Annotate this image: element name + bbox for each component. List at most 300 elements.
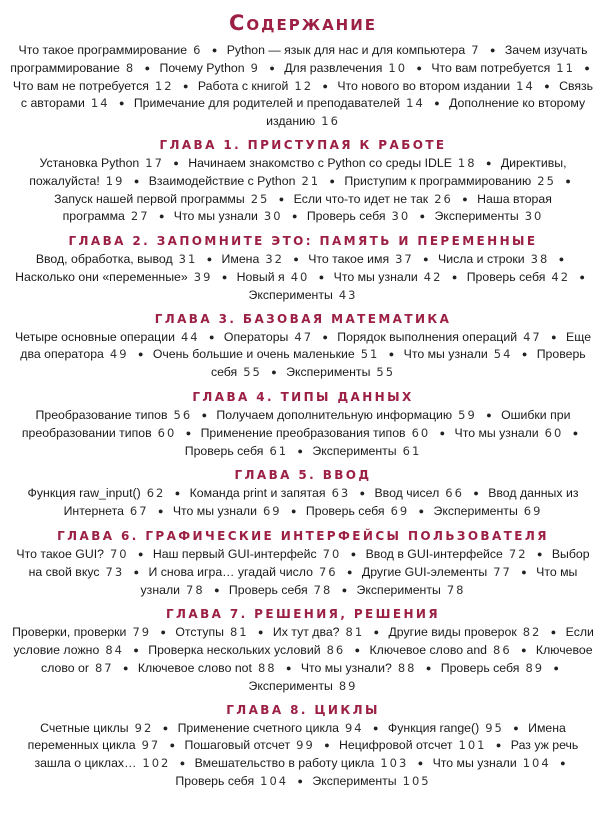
toc-entry-page: 101 xyxy=(458,738,487,753)
toc-entry-title: Что вам не потребуется xyxy=(12,78,149,93)
bullet-separator-icon: ● xyxy=(158,211,165,222)
toc-entry-page: 39 xyxy=(193,269,213,284)
toc-entry-title: Эксперименты xyxy=(356,582,441,597)
chapter-heading: ГЛАВА 7. РЕШЕНИЯ, РЕШЕНИЯ xyxy=(165,607,440,622)
toc-entry[interactable] xyxy=(13,79,174,93)
toc-entry[interactable] xyxy=(16,547,128,561)
toc-entry[interactable] xyxy=(185,444,288,458)
toc-entry[interactable] xyxy=(294,192,453,206)
toc-entry[interactable] xyxy=(370,643,512,657)
toc-entry-page: 69 xyxy=(523,504,543,519)
toc-entry-title: Эксперименты xyxy=(248,287,333,302)
bullet-separator-icon: ● xyxy=(297,775,303,786)
toc-chapter-5 xyxy=(10,467,596,521)
bullet-separator-icon: ● xyxy=(322,80,328,91)
toc-entry-page: 30 xyxy=(524,209,544,224)
toc-entry[interactable] xyxy=(404,347,513,361)
toc-entry-title: Установка Python xyxy=(39,155,140,170)
toc-entry-title: Эксперименты xyxy=(248,678,333,693)
toc-entry-page: 81 xyxy=(345,625,365,640)
toc-entry[interactable] xyxy=(216,408,476,422)
toc-entry[interactable] xyxy=(433,756,551,770)
toc-entry-title: Другие виды проверок xyxy=(388,625,517,640)
toc-entry-title: Эксперименты xyxy=(312,773,397,788)
toc-entry-page: 88 xyxy=(397,660,417,675)
toc-entry-page: 88 xyxy=(257,660,277,675)
bullet-separator-icon: ● xyxy=(162,722,169,733)
bullet-separator-icon: ● xyxy=(565,175,571,186)
bullet-separator-icon: ● xyxy=(206,254,213,265)
toc-entry-page: 95 xyxy=(485,720,504,735)
toc-entry[interactable] xyxy=(36,252,197,266)
bullet-separator-icon: ● xyxy=(211,45,218,55)
toc-entry[interactable] xyxy=(312,444,421,458)
toc-entry-page: 7 xyxy=(471,43,481,57)
toc-entry-page: 104 xyxy=(260,773,289,788)
toc-entry-page: 56 xyxy=(173,407,193,422)
toc-entry-title: Что мы узнали xyxy=(432,756,517,771)
toc-entry-title: Эксперименты xyxy=(286,365,371,380)
bullet-separator-icon: ● xyxy=(144,62,151,73)
toc-entry-page: 97 xyxy=(141,738,161,753)
bullet-separator-icon: ● xyxy=(388,349,395,360)
toc-entry-title: Ключевое слово not xyxy=(137,660,252,675)
bullet-separator-icon: ● xyxy=(350,548,357,559)
toc-entry-title: Зачем изучать программирование xyxy=(10,43,588,75)
toc-entry-page: 17 xyxy=(145,155,164,170)
toc-entry-title: Проверь себя xyxy=(305,504,385,519)
toc-chapter-7 xyxy=(10,606,596,694)
toc-entry[interactable] xyxy=(334,270,443,284)
toc-block xyxy=(10,485,596,521)
toc-entry[interactable] xyxy=(237,270,310,284)
bullet-separator-icon: ● xyxy=(221,271,228,282)
toc-entry[interactable] xyxy=(188,156,476,170)
toc-entry[interactable] xyxy=(19,43,203,57)
toc-entry[interactable] xyxy=(195,756,409,770)
bullet-separator-icon: ● xyxy=(179,758,186,769)
bullet-separator-icon: ● xyxy=(489,45,496,55)
toc-entry-title: Выбор на свой вкус xyxy=(28,546,590,579)
toc-entry-page: 18 xyxy=(457,155,477,170)
toc-entry[interactable] xyxy=(438,252,549,266)
toc-entry-title: Работа с книгой xyxy=(197,78,289,93)
toc-entry[interactable] xyxy=(148,565,337,579)
toc-entry-page: 86 xyxy=(493,643,512,658)
toc-entry-page: 31 xyxy=(178,252,198,267)
toc-entry-page: 38 xyxy=(530,252,550,267)
toc-entry[interactable] xyxy=(15,330,200,344)
toc-entry-title: Python — язык для нас и для компьютера xyxy=(226,43,466,57)
toc-entry-title: Что такое GUI? xyxy=(16,546,104,561)
chapter-heading: ГЛАВА 5. ВВОД xyxy=(234,468,372,483)
toc-entry-title: Директивы, пожалуйста! xyxy=(29,155,567,188)
toc-entry-title: Раз уж речь зашла о циклах… xyxy=(34,738,579,771)
toc-entry[interactable] xyxy=(374,486,463,500)
bullet-separator-icon: ● xyxy=(160,627,166,638)
toc-entry-page: 30 xyxy=(263,209,283,224)
toc-entry-title: Числа и строки xyxy=(438,252,525,267)
toc-chapter-4 xyxy=(10,389,596,460)
toc-entry-page: 43 xyxy=(338,287,358,302)
toc-entry-page: 54 xyxy=(493,347,513,362)
toc-entry-page: 12 xyxy=(294,78,314,93)
bullet-separator-icon: ● xyxy=(551,331,557,342)
bullet-separator-icon: ● xyxy=(584,62,590,73)
toc-entry-title: Новый я xyxy=(236,269,285,284)
bullet-separator-icon: ● xyxy=(416,62,422,73)
bullet-separator-icon: ● xyxy=(521,645,527,656)
toc-entry-page: 55 xyxy=(376,365,396,380)
toc-entry-page: 16 xyxy=(321,114,340,129)
toc-entry-page: 87 xyxy=(94,660,114,675)
toc-entry-page: 67 xyxy=(129,504,149,519)
bullet-separator-icon: ● xyxy=(439,427,446,438)
toc-entry-title: Примечание для родителей и преподавателей xyxy=(133,96,401,111)
bullet-separator-icon: ● xyxy=(550,627,557,638)
toc-entry[interactable] xyxy=(249,679,358,693)
toc-entry-title: Проверь себя xyxy=(440,660,520,675)
toc-entry-title: Если условие ложно xyxy=(13,625,594,658)
toc-entry-page: 61 xyxy=(269,443,289,458)
toc-entry-page: 30 xyxy=(391,209,411,224)
toc-entry[interactable] xyxy=(175,774,288,788)
toc-entry[interactable] xyxy=(184,738,314,752)
bullet-separator-icon: ● xyxy=(423,254,429,265)
toc-entry[interactable] xyxy=(306,504,409,518)
toc-entry-title: Их тут два? xyxy=(272,625,340,640)
toc-entry-page: 44 xyxy=(180,329,200,344)
toc-entry-page: 14 xyxy=(406,96,425,111)
toc-entry-title: Что мы узнали xyxy=(333,269,418,284)
toc-block xyxy=(10,407,596,460)
toc-entry-title: Проверь себя xyxy=(184,443,264,458)
toc-entry-title: Наша вторая программа xyxy=(62,191,552,224)
toc-entry-page: 10 xyxy=(388,60,408,75)
toc-entry[interactable] xyxy=(229,583,332,597)
toc-entry-title: Что такое программирование xyxy=(18,43,188,57)
toc-block xyxy=(10,329,596,382)
toc-entry-page: 61 xyxy=(402,443,422,458)
toc-entry-page: 86 xyxy=(326,643,346,658)
toc-block xyxy=(10,546,596,599)
bullet-separator-icon: ● xyxy=(291,211,298,222)
toc-entry-title: Наш первый GUI-интерфейс xyxy=(152,546,317,561)
toc-entry-page: 26 xyxy=(434,191,453,206)
bullet-separator-icon: ● xyxy=(123,662,129,673)
toc-entry[interactable] xyxy=(312,774,430,788)
bullet-separator-icon: ● xyxy=(183,80,189,91)
toc-entry[interactable] xyxy=(308,252,414,266)
bullet-separator-icon: ● xyxy=(214,584,220,595)
toc-entry-title: Что вам потребуется xyxy=(431,60,551,75)
bullet-separator-icon: ● xyxy=(324,740,330,751)
toc-entry-page: 84 xyxy=(105,643,124,658)
toc-entry-title: Насколько они «переменные» xyxy=(15,269,188,284)
toc-entry-title: Преобразование типов xyxy=(35,407,168,422)
bullet-separator-icon: ● xyxy=(286,662,292,673)
bullet-separator-icon: ● xyxy=(417,758,424,769)
toc-entry-title: Отступы xyxy=(175,625,224,640)
bullet-separator-icon: ● xyxy=(521,566,527,577)
bullet-separator-icon: ● xyxy=(418,506,425,517)
toc-entry-page: 19 xyxy=(105,173,125,188)
toc-entry-page: 82 xyxy=(522,625,542,640)
page-title: Содержание xyxy=(228,11,378,35)
bullet-separator-icon: ● xyxy=(185,427,192,438)
toc-entry[interactable] xyxy=(388,625,541,639)
toc-entry[interactable] xyxy=(362,565,512,579)
bullet-separator-icon: ● xyxy=(513,722,519,733)
bullet-separator-icon: ● xyxy=(278,193,285,204)
bullet-separator-icon: ● xyxy=(347,566,353,577)
bullet-separator-icon: ● xyxy=(425,662,432,673)
toc-entry-title: Команда print и запятая xyxy=(189,486,326,501)
chapter-heading: ГЛАВА 4. ТИПЫ ДАННЫХ xyxy=(192,389,414,404)
toc-entry[interactable] xyxy=(222,252,284,266)
toc-entry-title: Если что-то идет не так xyxy=(293,191,429,206)
bullet-separator-icon: ● xyxy=(419,211,426,222)
toc-entry[interactable] xyxy=(190,486,351,500)
toc-entry[interactable] xyxy=(337,330,541,344)
bullet-separator-icon: ● xyxy=(329,175,335,186)
toc-entry-page: 32 xyxy=(265,252,284,267)
bullet-separator-icon: ● xyxy=(133,645,139,656)
toc-entry[interactable] xyxy=(431,61,575,75)
toc-chapter-3 xyxy=(10,311,596,382)
toc-entry-page: 21 xyxy=(301,173,321,188)
toc-entry-page: 76 xyxy=(318,564,338,579)
bullet-separator-icon: ● xyxy=(373,627,380,638)
toc-entry-page: 51 xyxy=(360,347,380,362)
bullet-separator-icon: ● xyxy=(579,271,585,282)
toc-entry[interactable] xyxy=(175,625,248,639)
bullet-separator-icon: ● xyxy=(293,254,299,265)
bullet-separator-icon: ● xyxy=(521,349,528,360)
bullet-separator-icon: ● xyxy=(322,331,328,342)
toc-entry-page: 14 xyxy=(90,96,110,111)
bullet-separator-icon: ● xyxy=(544,80,550,91)
toc-entry[interactable] xyxy=(153,547,341,561)
chapter-heading: ГЛАВА 8. ЦИКЛЫ xyxy=(226,702,380,717)
toc-entry-title: Ввод данных из Интернета xyxy=(63,486,579,519)
toc-entry-page: 62 xyxy=(146,486,166,501)
toc-entry-title: Запуск нашей первой программы xyxy=(54,191,245,206)
toc-entry-page: 37 xyxy=(395,252,414,267)
toc-entry-title: Функция range() xyxy=(387,720,480,735)
toc-entry-page: 25 xyxy=(537,173,556,188)
toc-entry-title: Ввод чисел xyxy=(374,486,440,501)
toc-entry[interactable] xyxy=(286,365,395,379)
toc-entry[interactable] xyxy=(40,721,153,735)
toc-entry-page: 49 xyxy=(109,347,129,362)
toc-entry[interactable] xyxy=(357,583,466,597)
toc-entry[interactable] xyxy=(201,426,431,440)
toc-entry-title: Проверь себя xyxy=(175,773,255,788)
toc-entry-page: 103 xyxy=(380,756,409,771)
toc-entry[interactable] xyxy=(36,408,193,422)
bullet-separator-icon: ● xyxy=(138,548,144,559)
toc-entry-title: И снова игра… угадай число xyxy=(148,564,313,579)
toc-block xyxy=(10,42,596,130)
toc-chapter-6 xyxy=(10,528,596,599)
toc-entry-title: Что мы узнали xyxy=(403,347,488,362)
bullet-separator-icon: ● xyxy=(473,488,479,499)
toc-entry-page: 12 xyxy=(154,78,174,93)
toc-entry-page: 78 xyxy=(313,582,333,597)
bullet-separator-icon: ● xyxy=(297,445,303,456)
toc-entry-title: Вмешательство в работу цикла xyxy=(194,756,375,771)
toc-entry-title: Нецифровой отсчет xyxy=(339,738,453,753)
toc-entry-title: Что нового во втором издании xyxy=(337,78,511,93)
toc-entry-title: Проверка нескольких условий xyxy=(148,643,321,658)
toc-entry[interactable] xyxy=(337,79,535,93)
bullet-separator-icon: ● xyxy=(536,548,543,559)
toc-entry-title: Функция raw_input() xyxy=(27,486,141,501)
toc-entry[interactable] xyxy=(273,625,364,639)
bullet-separator-icon: ● xyxy=(169,740,176,751)
toc-entry-page: 73 xyxy=(105,564,125,579)
toc-entry[interactable] xyxy=(366,547,528,561)
toc-entry-page: 79 xyxy=(132,625,152,640)
toc-block xyxy=(10,720,596,791)
toc-entry[interactable] xyxy=(284,61,407,75)
bullet-separator-icon: ● xyxy=(486,409,492,420)
toc-entry-title: Получаем дополнительную информацию xyxy=(216,407,453,422)
toc-entry-title: Проверки, проверки xyxy=(12,625,127,640)
toc-entry-title: Что такое имя xyxy=(308,252,390,267)
toc-entry[interactable] xyxy=(434,209,543,223)
toc-entry[interactable] xyxy=(224,330,313,344)
toc-entry-title: Что мы узнали xyxy=(173,209,258,224)
bullet-separator-icon: ● xyxy=(209,331,215,342)
bullet-separator-icon: ● xyxy=(485,157,492,168)
bullet-separator-icon: ● xyxy=(133,175,140,186)
toc-entry[interactable] xyxy=(178,721,364,735)
toc-chapter-2 xyxy=(10,233,596,303)
toc-entry-title: Пошаговый отсчет xyxy=(184,738,291,753)
bullet-separator-icon: ● xyxy=(318,271,325,282)
toc-entry-title: Счетные циклы xyxy=(40,720,129,735)
toc-entry[interactable] xyxy=(12,625,151,639)
toc-entry-page: 92 xyxy=(134,720,154,735)
bullet-separator-icon: ● xyxy=(495,740,502,751)
toc-entry-title: Эксперименты xyxy=(312,443,397,458)
toc-entry[interactable] xyxy=(173,504,282,518)
toc-entry-page: 70 xyxy=(109,546,129,561)
toc-entry-title: Операторы xyxy=(223,329,289,344)
toc-entry-page: 66 xyxy=(445,486,464,501)
toc-block xyxy=(10,624,596,694)
toc-entry-page: 94 xyxy=(344,720,364,735)
toc-entry-title: Для развлечения xyxy=(284,60,383,75)
toc-entry[interactable] xyxy=(134,96,425,110)
toc-entry-page: 11 xyxy=(556,60,575,75)
toc-entry[interactable] xyxy=(227,43,481,57)
toc-entry-title: Эксперименты xyxy=(433,504,518,519)
toc-entry[interactable] xyxy=(249,288,358,302)
toc-entry-page: 104 xyxy=(522,756,551,771)
toc-entry[interactable] xyxy=(28,486,166,500)
toc-entry-page: 6 xyxy=(193,43,203,57)
toc-entry-page: 102 xyxy=(142,756,171,771)
toc-chapter-1 xyxy=(10,137,596,226)
toc-entry-page: 27 xyxy=(130,209,150,224)
toc-entry[interactable] xyxy=(198,79,313,93)
toc-entry-page: 55 xyxy=(243,365,262,380)
toc-entry[interactable] xyxy=(344,174,556,188)
toc-entry-title: Связь с авторами xyxy=(20,78,594,111)
bullet-separator-icon: ● xyxy=(271,367,277,378)
toc-entry-title: Ошибки при преобразовании типов xyxy=(21,407,571,440)
bullet-separator-icon: ● xyxy=(341,584,348,595)
chapter-heading: ГЛАВА 2. ЗАПОМНИТЕ ЭТО: ПАМЯТЬ И ПЕРЕМЕННЫЕ xyxy=(68,234,538,249)
toc-entry-title: Очень большие и очень маленькие xyxy=(152,347,355,362)
toc-entry-title: Что мы узнали? xyxy=(300,660,392,675)
toc-entry-title: Проверь себя xyxy=(306,209,386,224)
bullet-separator-icon: ● xyxy=(133,566,140,577)
toc-entry[interactable] xyxy=(149,174,320,188)
toc-entry-title: Почему Python xyxy=(159,60,245,75)
toc-entry-title: Ключевое слово and xyxy=(369,643,487,658)
toc-entry-title: Что мы узнали xyxy=(140,564,578,597)
toc-entry[interactable] xyxy=(388,721,504,735)
toc-block xyxy=(10,251,596,303)
toc-entry-page: 89 xyxy=(338,678,358,693)
toc-entry-page: 42 xyxy=(551,269,571,284)
toc-entry-page: 89 xyxy=(525,660,545,675)
chapter-heading: ГЛАВА 6. ГРАФИЧЕСКИЕ ИНТЕРФЕЙСЫ ПОЛЬЗОВАТЕЛЯ xyxy=(57,528,549,543)
toc-entry-page: 60 xyxy=(411,425,431,440)
toc-entry[interactable] xyxy=(339,738,486,752)
bullet-separator-icon: ● xyxy=(553,662,559,673)
toc-entry-page: 60 xyxy=(544,425,564,440)
toc-entry[interactable] xyxy=(455,426,564,440)
toc-entry-title: Применение преобразования типов xyxy=(200,425,406,440)
toc-entry[interactable] xyxy=(467,270,570,284)
bullet-separator-icon: ● xyxy=(157,506,164,517)
toc-entry[interactable] xyxy=(301,661,417,675)
toc-entry[interactable] xyxy=(307,209,410,223)
toc-entry[interactable] xyxy=(441,661,544,675)
toc-entry[interactable] xyxy=(153,347,380,361)
chapter-heading: ГЛАВА 3. БАЗОВАЯ МАТЕМАТИКА xyxy=(154,311,452,326)
toc-entry-title: Приступим к программированию xyxy=(344,173,532,188)
toc-entry-title: Четыре основные операции xyxy=(14,329,175,344)
toc-entry-title: Ключевое слово or xyxy=(41,643,593,675)
toc-entry-page: 69 xyxy=(390,504,410,519)
toc-entry-page: 42 xyxy=(423,269,443,284)
toc-entry[interactable] xyxy=(148,643,345,657)
toc-entry[interactable] xyxy=(174,209,283,223)
toc-entry-page: 40 xyxy=(290,269,310,284)
toc-entry-page: 72 xyxy=(508,546,528,561)
toc-entry[interactable] xyxy=(15,270,212,284)
toc-entry-page: 78 xyxy=(446,582,466,597)
toc-entry[interactable] xyxy=(434,504,543,518)
toc-entry-page: 99 xyxy=(296,738,315,753)
bullet-separator-icon: ● xyxy=(173,157,179,168)
bullet-separator-icon: ● xyxy=(359,488,366,499)
toc-entry-title: Что мы узнали xyxy=(454,425,539,440)
toc-entry[interactable] xyxy=(138,661,277,675)
toc-entry[interactable] xyxy=(160,61,260,75)
toc-entry-page: 77 xyxy=(493,564,512,579)
toc-block xyxy=(10,155,596,226)
toc-entry-title: Проверь себя xyxy=(210,347,586,380)
toc-entry[interactable] xyxy=(39,156,163,170)
toc-entry[interactable] xyxy=(54,192,269,206)
